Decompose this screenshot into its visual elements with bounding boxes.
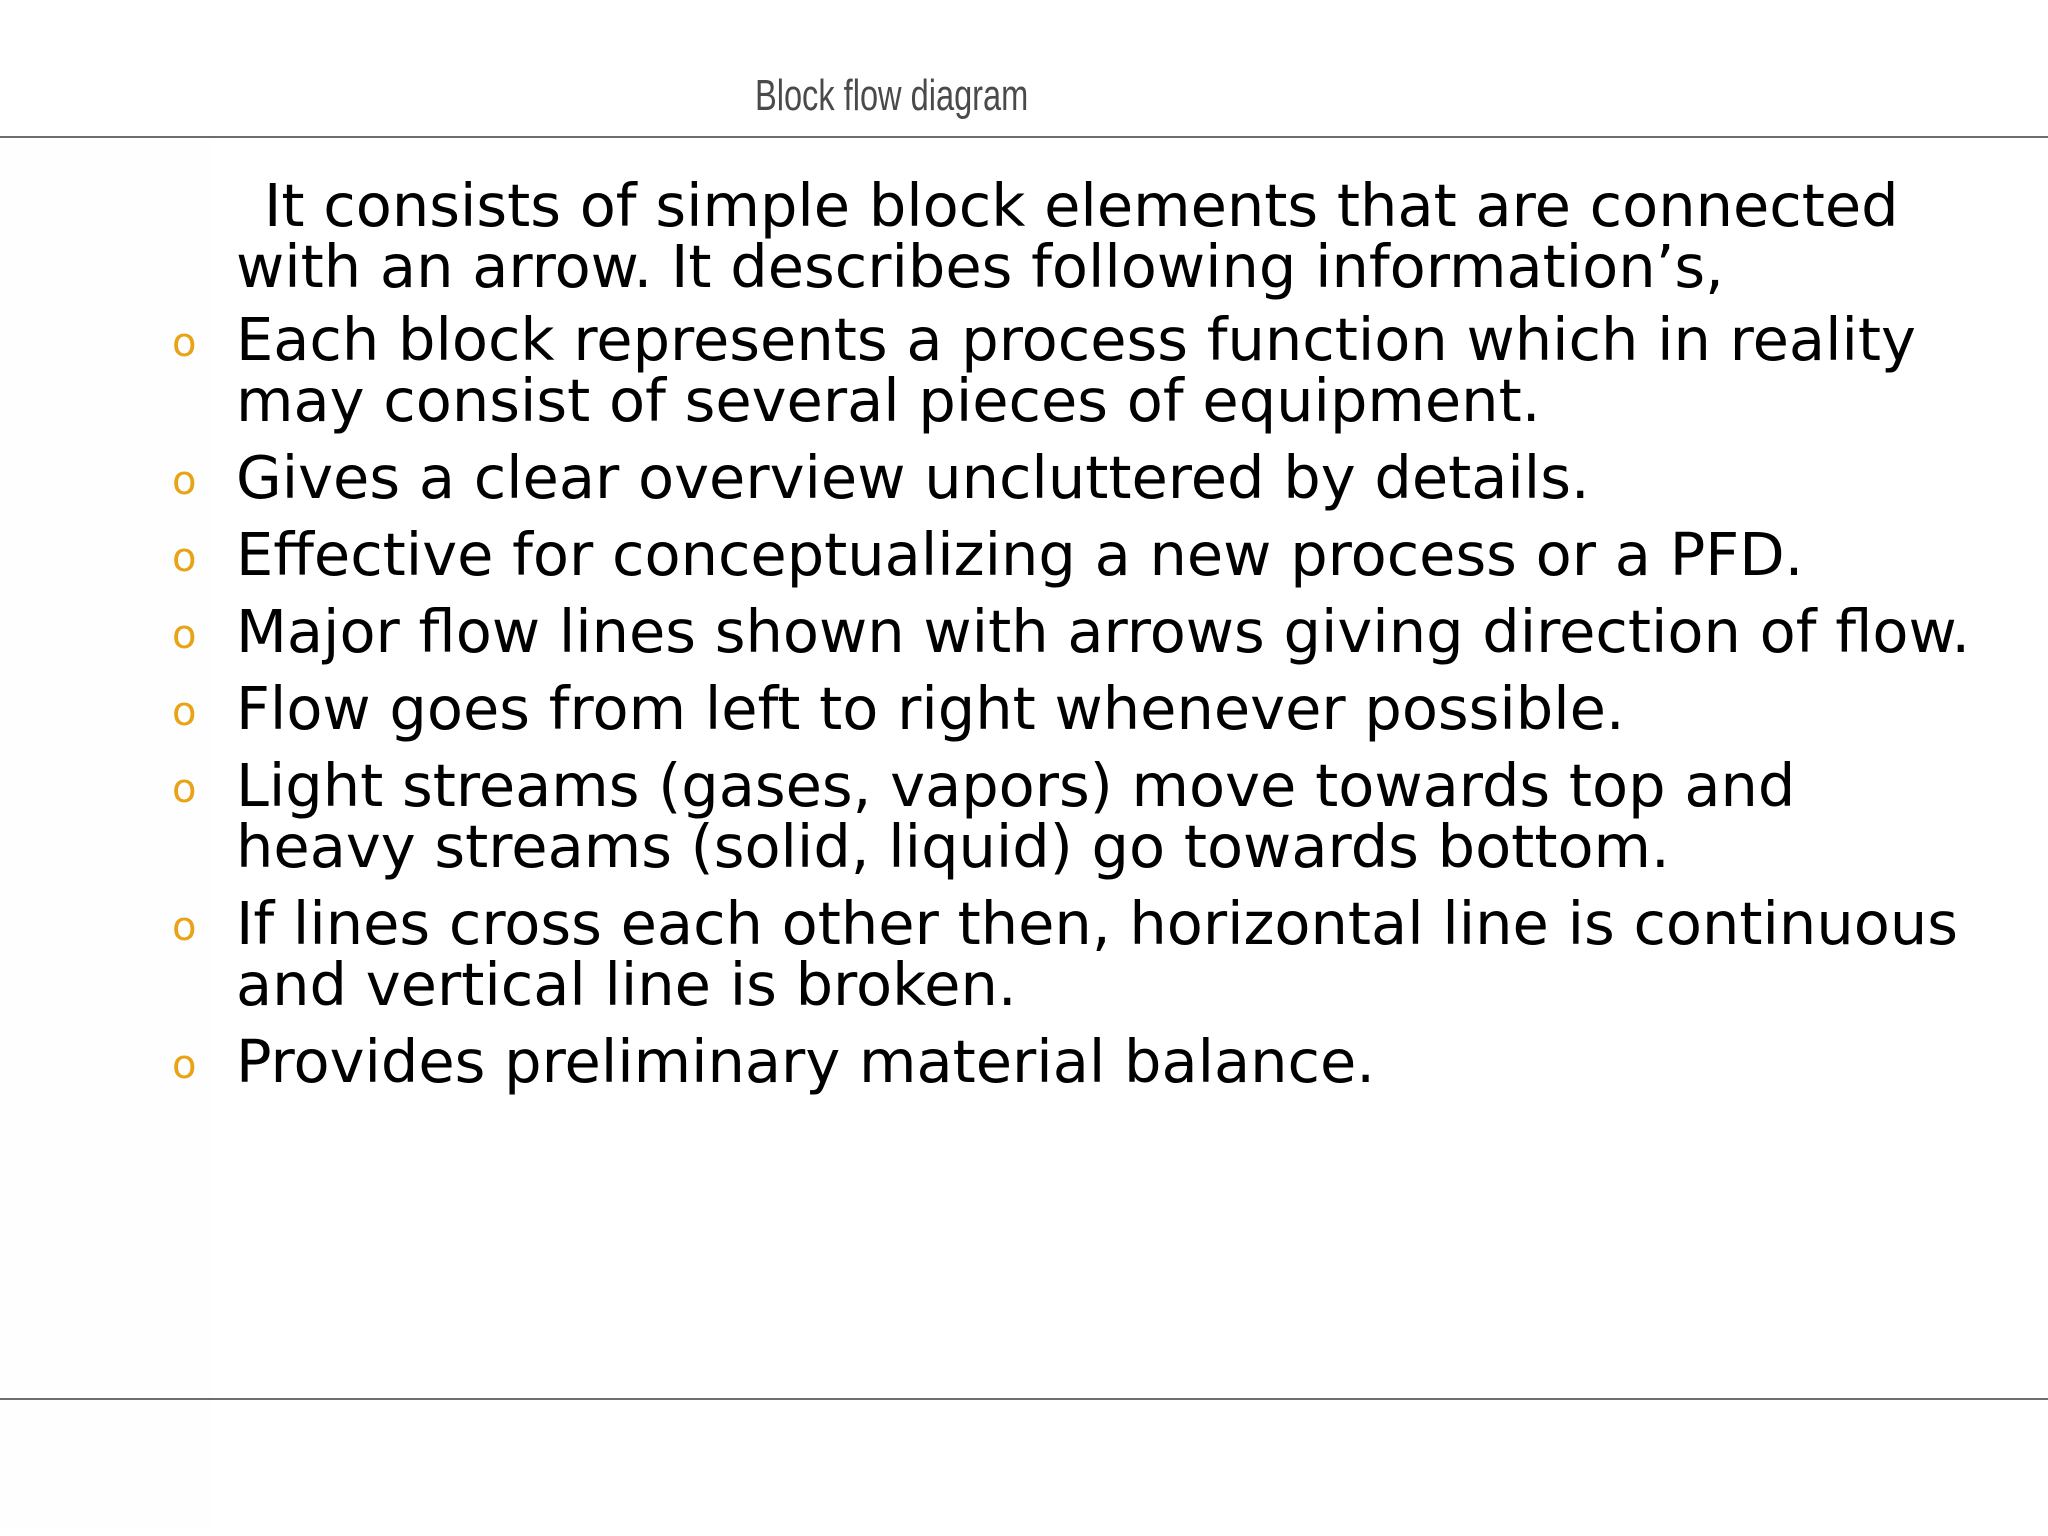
list-item-text: If lines cross each other then, horizontal line is continuous and vertical line is broken. bbox=[236, 889, 1958, 1019]
list-item-text: Each block represents a process function which in reality may consist of several pieces of equipment. bbox=[236, 305, 1916, 435]
slide-title: Block flow diagram bbox=[755, 71, 1029, 120]
list-item-text: Major flow lines shown with arrows giving direction of flow. bbox=[236, 597, 1971, 666]
list-item bbox=[172, 305, 1976, 435]
list-item bbox=[172, 520, 1976, 589]
bullet-circle-icon: o bbox=[172, 320, 197, 366]
list-item bbox=[172, 1027, 1976, 1096]
bullet-circle-icon: o bbox=[172, 458, 197, 504]
list-item-text: Effective for conceptualizing a new process or a PFD. bbox=[236, 520, 1804, 589]
bullet-circle-icon: o bbox=[172, 535, 197, 581]
list-item bbox=[172, 443, 1976, 512]
list-item-text: Provides preliminary material balance. bbox=[236, 1027, 1376, 1096]
intro-paragraph: It consists of simple block elements that are connected with an arrow. It describes following information’s, bbox=[236, 171, 1899, 301]
bullet-circle-icon: o bbox=[172, 612, 197, 658]
list-item bbox=[172, 674, 1976, 743]
list-item bbox=[172, 751, 1976, 881]
bullet-circle-icon: o bbox=[172, 766, 197, 812]
bullet-circle-icon: o bbox=[172, 1042, 197, 1088]
list-item-text: Light streams (gases, vapors) move towards top and heavy streams (solid, liquid) go towards bottom. bbox=[236, 751, 1796, 881]
list-item-text: Gives a clear overview uncluttered by details. bbox=[236, 443, 1590, 512]
list-item bbox=[172, 597, 1976, 666]
title-divider bbox=[0, 136, 2048, 138]
slide-body bbox=[172, 171, 1976, 1108]
bullet-circle-icon: o bbox=[172, 689, 197, 735]
footer-divider bbox=[0, 1398, 2048, 1400]
list-item bbox=[172, 889, 1976, 1019]
list-item-text: Flow goes from left to right whenever possible. bbox=[236, 674, 1625, 743]
bullet-circle-icon: o bbox=[172, 904, 197, 950]
bullet-list bbox=[172, 305, 1976, 1096]
